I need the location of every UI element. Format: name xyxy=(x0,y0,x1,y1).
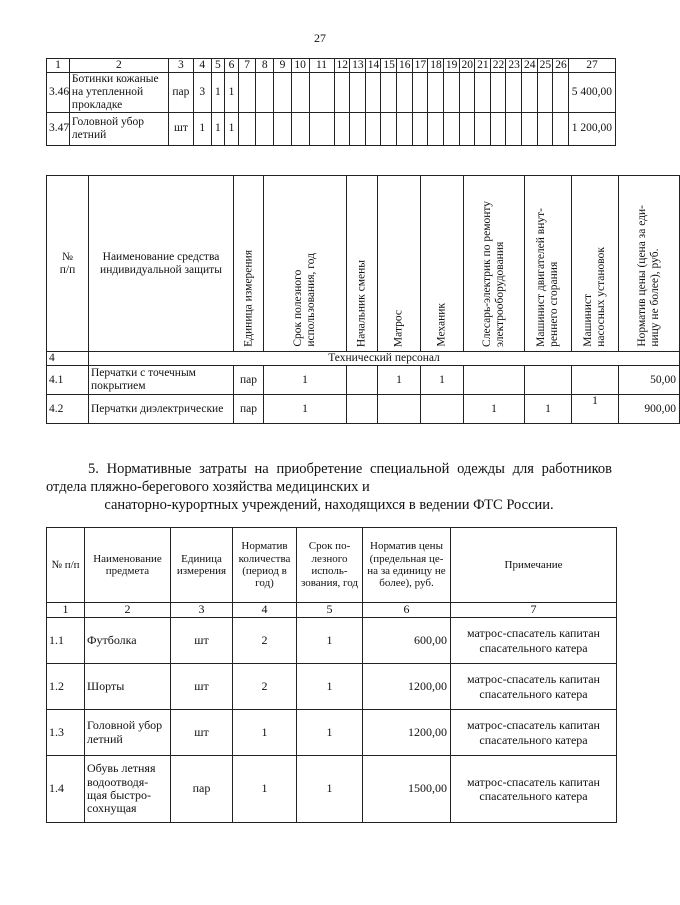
col-number: 2 xyxy=(69,59,168,73)
col-number: 12 xyxy=(334,59,350,73)
header-price-norm: Норматив цены (цена за еди- ницу не более), руб. xyxy=(619,176,680,352)
col-number: 7 xyxy=(238,59,256,73)
note-cell: матрос-спасатель капитан спасательного катера xyxy=(451,618,617,664)
col-number: 13 xyxy=(350,59,366,73)
value-cell: 1 xyxy=(211,73,225,113)
header-price: Норматив цены (предельная це-на за единицу не более), руб. xyxy=(363,528,451,603)
value-cell: 1 xyxy=(211,112,225,145)
item-name: Обувь летняя водоотводя-щая быстро-сохнущая xyxy=(85,756,171,823)
value-cell xyxy=(347,366,378,395)
header-name: Наименование предмета xyxy=(85,528,171,603)
col-number: 24 xyxy=(522,59,538,73)
item-name: Футболка xyxy=(85,618,171,664)
item-name: Головной убор летний xyxy=(85,710,171,756)
qty-cell: 2 xyxy=(233,664,297,710)
row-number: 4.1 xyxy=(47,366,89,395)
price-cell: 1 200,00 xyxy=(568,112,615,145)
col-number: 16 xyxy=(397,59,413,73)
header-sailor: Матрос xyxy=(378,176,421,352)
price-cell: 900,00 xyxy=(619,395,680,424)
item-name: Ботинки кожаные на утепленной прокладке xyxy=(69,73,168,113)
qty-cell: 1 xyxy=(233,756,297,823)
life-cell: 1 xyxy=(264,366,347,395)
col-number: 20 xyxy=(459,59,475,73)
item-name: Перчатки диэлектрические xyxy=(89,395,234,424)
header-name: Наименование средства индивидуальной защиты xyxy=(89,176,234,352)
header-life: Срок полезного использования, год xyxy=(264,176,347,352)
table-header xyxy=(47,528,617,603)
col-number: 21 xyxy=(475,59,491,73)
header-note: Примечание xyxy=(451,528,617,603)
item-name: Шорты xyxy=(85,664,171,710)
table-continuation xyxy=(46,58,616,146)
value-cell: 1 xyxy=(225,112,239,145)
value-cell: 3 xyxy=(193,73,211,113)
col-number: 25 xyxy=(537,59,553,73)
header-engine-operator: Машинист двигателей внут- реннего сгорания xyxy=(525,176,572,352)
header-number: № п/п xyxy=(47,528,85,603)
section-number: 4 xyxy=(47,352,89,366)
header-shift-head: Начальник смены xyxy=(347,176,378,352)
col-number: 6 xyxy=(363,603,451,618)
life-cell: 1 xyxy=(297,756,363,823)
page-number: 27 xyxy=(314,31,326,45)
col-number: 3 xyxy=(168,59,193,73)
table-row xyxy=(47,710,617,756)
row-number: 1.3 xyxy=(47,710,85,756)
col-number: 3 xyxy=(171,603,233,618)
col-number: 9 xyxy=(274,59,292,73)
row-number: 1.4 xyxy=(47,756,85,823)
table-row xyxy=(47,366,680,395)
qty-cell: 1 xyxy=(233,710,297,756)
note-cell: матрос-спасатель капитан спасательного катера xyxy=(451,756,617,823)
header-life: Срок по-лезного исполь-зования, год xyxy=(297,528,363,603)
value-cell xyxy=(421,395,464,424)
col-number: 19 xyxy=(443,59,459,73)
col-number: 15 xyxy=(381,59,397,73)
table-row xyxy=(47,112,616,145)
section-5-text: 5. Нормативные затраты на приобретение специальной одежды для работников отдела пляжно-берегового хозяйства медицинских и xyxy=(46,461,612,496)
col-number: 7 xyxy=(451,603,617,618)
row-number: 4.2 xyxy=(47,395,89,424)
value-cell xyxy=(525,366,572,395)
value-cell: 1 xyxy=(378,366,421,395)
unit-cell: пар xyxy=(234,395,264,424)
col-number: 1 xyxy=(47,603,85,618)
unit-cell: шт xyxy=(171,710,233,756)
col-number: 22 xyxy=(490,59,506,73)
unit-cell: шт xyxy=(171,664,233,710)
col-number: 11 xyxy=(309,59,334,73)
life-cell: 1 xyxy=(297,664,363,710)
col-number: 26 xyxy=(553,59,569,73)
value-cell xyxy=(378,395,421,424)
note-cell: матрос-спасатель капитан спасательного катера xyxy=(451,664,617,710)
value-cell xyxy=(347,395,378,424)
header-electrician: Слесарь-электрик по ремонту электрооборудования xyxy=(464,176,525,352)
col-number: 18 xyxy=(428,59,444,73)
header-unit: Единица измерения xyxy=(234,176,264,352)
life-cell: 1 xyxy=(297,710,363,756)
price-cell: 1200,00 xyxy=(363,710,451,756)
table-header xyxy=(47,176,680,352)
col-number: 14 xyxy=(365,59,381,73)
section-5-text-last: санаторно-курортных учреждений, находящихся в ведении ФТС России. xyxy=(104,497,554,514)
header-mechanic: Механик xyxy=(421,176,464,352)
header-number: № п/п xyxy=(47,176,89,352)
value-cell: 1 xyxy=(525,395,572,424)
header-pump-operator: Машинист насосных установок xyxy=(572,176,619,352)
price-cell: 1500,00 xyxy=(363,756,451,823)
life-cell: 1 xyxy=(264,395,347,424)
table-row xyxy=(47,756,617,823)
price-cell: 600,00 xyxy=(363,618,451,664)
table-beach-clothing xyxy=(46,527,617,823)
col-number: 10 xyxy=(291,59,309,73)
value-cell: 1 xyxy=(193,112,211,145)
value-cell xyxy=(572,366,619,395)
value-cell: 1 xyxy=(225,73,239,113)
header-unit: Единица измерения xyxy=(171,528,233,603)
table-row xyxy=(47,618,617,664)
col-number: 27 xyxy=(568,59,615,73)
col-number: 23 xyxy=(506,59,522,73)
price-cell: 1200,00 xyxy=(363,664,451,710)
row-number: 3.46 xyxy=(47,73,70,113)
value-cell xyxy=(464,366,525,395)
value-cell: 1 xyxy=(572,395,619,424)
table-row xyxy=(47,73,616,113)
col-number: 17 xyxy=(412,59,428,73)
life-cell: 1 xyxy=(297,618,363,664)
col-number: 6 xyxy=(225,59,239,73)
row-number: 1.1 xyxy=(47,618,85,664)
unit-cell: шт xyxy=(168,112,193,145)
row-number: 3.47 xyxy=(47,112,70,145)
table-col-numbers xyxy=(47,603,617,618)
col-number: 4 xyxy=(233,603,297,618)
price-cell: 5 400,00 xyxy=(568,73,615,113)
qty-cell: 2 xyxy=(233,618,297,664)
value-cell: 1 xyxy=(421,366,464,395)
unit-cell: пар xyxy=(168,73,193,113)
section-title: Технический персонал xyxy=(89,352,680,366)
col-number: 4 xyxy=(193,59,211,73)
item-name: Перчатки с точечным покрытием xyxy=(89,366,234,395)
col-number: 2 xyxy=(85,603,171,618)
col-number: 1 xyxy=(47,59,70,73)
table-row xyxy=(47,664,617,710)
col-number: 8 xyxy=(256,59,274,73)
item-name: Головной убор летний xyxy=(69,112,168,145)
table-row xyxy=(47,395,680,424)
unit-cell: пар xyxy=(171,756,233,823)
table-header-numbers xyxy=(47,59,616,73)
col-number: 5 xyxy=(297,603,363,618)
unit-cell: пар xyxy=(234,366,264,395)
row-number: 1.2 xyxy=(47,664,85,710)
value-cell: 1 xyxy=(464,395,525,424)
note-cell: матрос-спасатель капитан спасательного катера xyxy=(451,710,617,756)
section-row xyxy=(47,352,680,366)
table-technical-staff xyxy=(46,175,680,424)
price-cell: 50,00 xyxy=(619,366,680,395)
col-number: 5 xyxy=(211,59,225,73)
header-qty: Норматив количества (период в год) xyxy=(233,528,297,603)
unit-cell: шт xyxy=(171,618,233,664)
section-5-heading xyxy=(46,460,612,514)
